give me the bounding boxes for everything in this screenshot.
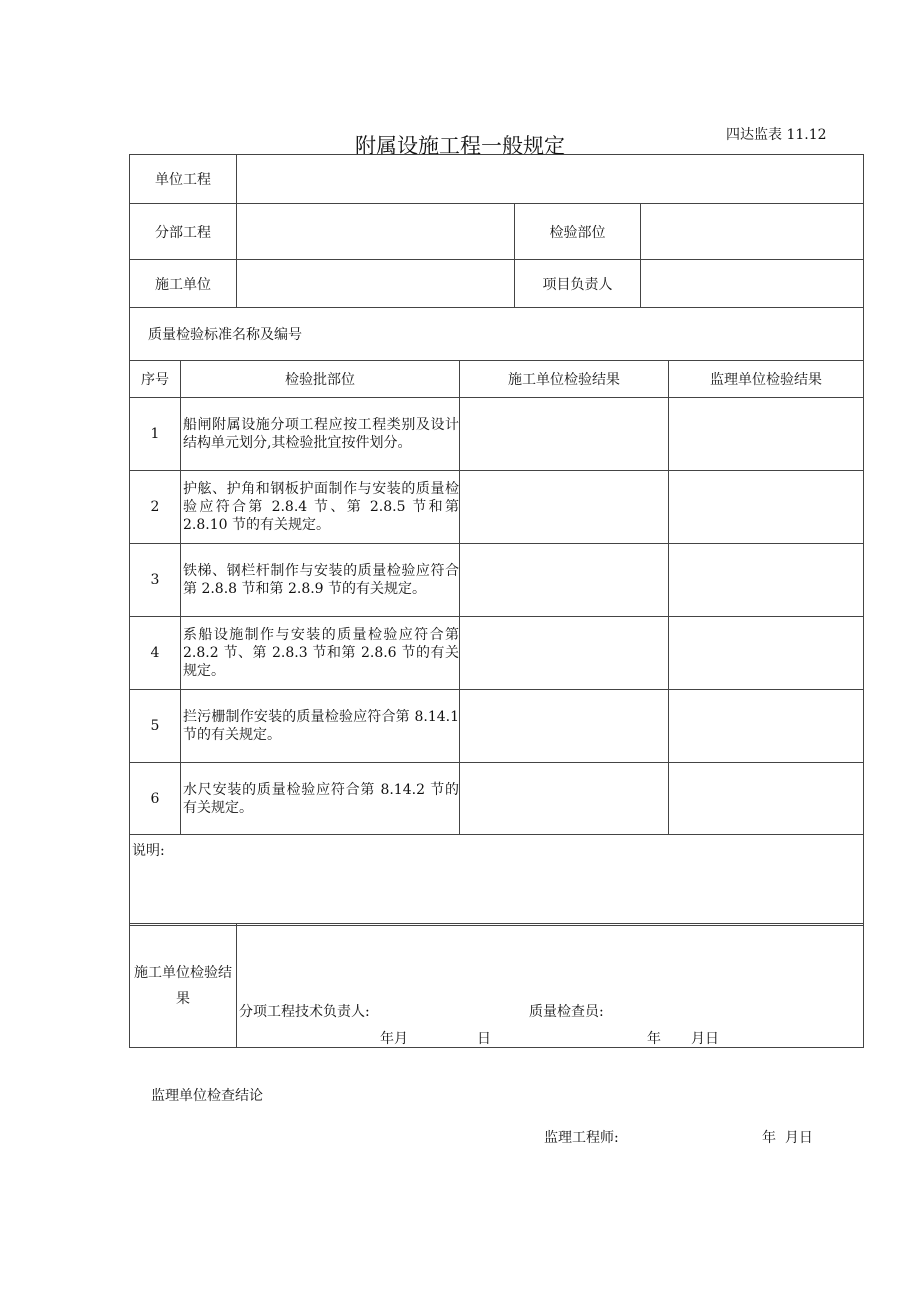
row-item-text: 铁梯、钢栏杆制作与安装的质量检验应符合第 2.8.8 节和第 2.8.9 节的有关规定。 [181,544,460,617]
standard-row [130,308,864,361]
tech-lead-date-d: 日 [477,1031,491,1047]
row-item-text: 船闸附属设施分项工程应按工程类别及设计结构单元划分,其检验批宜按件划分。 [181,398,460,471]
construction-result-cell[interactable] [460,471,669,544]
unit-project-label: 单位工程 [130,155,237,204]
table-row [130,398,864,471]
table-row [130,617,864,690]
construction-check-table [129,923,864,1048]
supervision-engineer-label: 监理工程师: [544,1130,619,1146]
construction-unit-field[interactable] [237,260,515,308]
form-code: 四达监表 11.12 [726,127,827,143]
table-row [130,544,864,617]
table-header-row [130,361,864,398]
supervision-result-cell[interactable] [669,690,864,763]
construction-unit-label: 施工单位 [130,260,237,308]
construction-result-cell[interactable] [460,690,669,763]
unit-project-field[interactable] [237,155,864,204]
row-no: 2 [130,471,181,544]
inspector-date-md: 月日 [691,1031,719,1047]
construction-result-cell[interactable] [460,617,669,690]
table-row [130,763,864,835]
col-header-no: 序号 [130,361,181,398]
supervision-result-cell[interactable] [669,763,864,835]
row-item-text: 拦污栅制作安装的质量检验应符合第 8.14.1 节的有关规定。 [181,690,460,763]
sub-project-label: 分部工程 [130,204,237,260]
project-manager-label: 项目负责人 [515,260,641,308]
table-row [130,471,864,544]
supervision-result-cell[interactable] [669,398,864,471]
col-header-batch-part: 检验批部位 [181,361,460,398]
col-header-construction-result: 施工单位检验结果 [460,361,669,398]
notes-row [130,835,864,926]
table-row [130,690,864,763]
row-no: 6 [130,763,181,835]
unit-project-row [130,155,864,204]
supervision-date: 年 月日 [762,1130,813,1146]
supervision-result-cell[interactable] [669,471,864,544]
inspector-label: 质量检查员: [529,1004,604,1020]
standard-label: 质量检验标准名称及编号 [130,308,864,361]
inspection-part-label: 检验部位 [515,204,641,260]
row-item-text: 系船设施制作与安装的质量检验应符合第 2.8.2 节、第 2.8.3 节和第 2.8.6 节的有关规定。 [181,617,460,690]
supervision-result-cell[interactable] [669,617,864,690]
row-no: 1 [130,398,181,471]
construction-result-cell[interactable] [460,544,669,617]
inspector-date-y: 年 [647,1031,661,1047]
construction-result-cell[interactable] [460,398,669,471]
construction-check-cell[interactable] [237,924,864,1048]
construction-unit-row [130,260,864,308]
row-no: 3 [130,544,181,617]
page-title: 附属设施工程一般规定 [355,134,565,158]
tech-lead-label: 分项工程技术负责人: [239,1004,370,1020]
row-no: 5 [130,690,181,763]
sub-project-row [130,204,864,260]
row-item-text: 护舷、护角和钢板护面制作与安装的质量检验应符合第 2.8.4 节、第 2.8.5 节和第 2.8.10 节的有关规定。 [181,471,460,544]
project-manager-field[interactable] [641,260,864,308]
info-table [129,154,864,361]
supervision-result-cell[interactable] [669,544,864,617]
row-item-text: 水尺安装的质量检验应符合第 8.14.2 节的有关规定。 [181,763,460,835]
supervision-conclusion-label: 监理单位检查结论 [151,1088,263,1104]
sub-project-field[interactable] [237,204,515,260]
notes-cell[interactable] [130,835,864,926]
construction-check-label: 施工单位检验结果 [130,924,237,1048]
construction-result-cell[interactable] [460,763,669,835]
inspection-part-field[interactable] [641,204,864,260]
row-no: 4 [130,617,181,690]
tech-lead-date-ym: 年月 [380,1031,408,1047]
notes-label: 说明: [132,843,165,859]
inspection-table [129,360,864,926]
col-header-supervision-result: 监理单位检验结果 [669,361,864,398]
